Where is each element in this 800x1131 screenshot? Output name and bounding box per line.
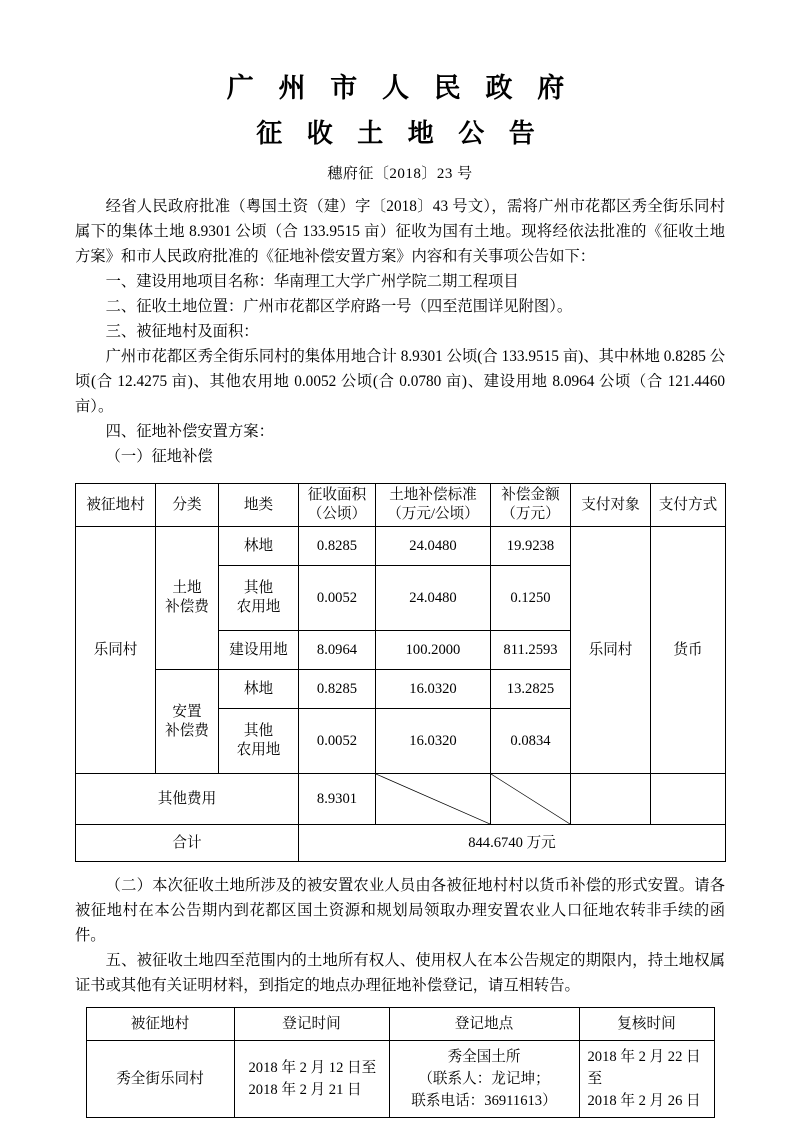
cell-area: 0.0052: [299, 709, 376, 774]
cell-amount: 19.9238: [491, 527, 571, 566]
page-title: 广 州 市 人 民 政 府: [226, 73, 574, 103]
cell-reg-village: 秀全街乐同村: [86, 1041, 234, 1118]
cell-amount: 0.0834: [491, 709, 571, 774]
cell-area: 0.0052: [299, 566, 376, 631]
page-subtitle: 征 收 土 地 公 告: [256, 118, 544, 148]
paragraph-item-5: 五、被征收土地四至范围内的土地所有权人、使用权人在本公告规定的期限内，持土地权属证书或其他有关证明材料，到指定的地点办理征地补偿登记，请互相转告。: [75, 952, 725, 995]
document-content: [75, 0, 725, 1118]
cell-empty-payee: [571, 774, 651, 825]
cell-land-type: 建设用地: [219, 631, 299, 670]
cell-reg-place: 秀全国土所 （联系人：龙记坤； 联系电话：36911613）: [389, 1041, 579, 1118]
cell-land-type: 其他 农用地: [219, 709, 299, 774]
cell-other-fees-area: 8.9301: [299, 774, 376, 825]
table-row-total: [76, 825, 726, 862]
header-category: 分类: [156, 484, 219, 527]
cell-standard: 100.2000: [376, 631, 491, 670]
paragraph-item-3: 三、被征地村及面积：: [105, 323, 259, 341]
header-reg-village: 被征地村: [86, 1008, 234, 1041]
cell-review-time: 2018 年 2 月 22 日至 2018 年 2 月 26 日: [579, 1041, 714, 1118]
table-row-other-fees: [76, 774, 726, 825]
cell-village: 乐同村: [76, 527, 156, 774]
paragraph-item-4: 四、征地补偿安置方案：: [105, 423, 274, 441]
cell-area: 0.8285: [299, 527, 376, 566]
cell-area: 8.0964: [299, 631, 376, 670]
body-section-2: [75, 873, 725, 998]
cell-standard: 16.0320: [376, 709, 491, 774]
header-review-time: 复核时间: [579, 1008, 714, 1041]
paragraph-item-2: 二、征收土地位置：广州市花都区学府路一号（四至范围详见附图）。: [105, 298, 573, 316]
header-land-type: 地类: [219, 484, 299, 527]
cell-method: 货币: [651, 527, 726, 774]
header-amount: 补偿金额 （万元）: [491, 484, 571, 527]
registration-data-row: [86, 1041, 714, 1118]
paragraph-item-4-a: （一）征地补偿: [105, 448, 213, 466]
cell-amount: 0.1250: [491, 566, 571, 631]
registration-header-row: [86, 1008, 714, 1041]
cell-payee: 乐同村: [571, 527, 651, 774]
header-method: 支付方式: [651, 484, 726, 527]
cell-land-type: 其他 农用地: [219, 566, 299, 631]
header-reg-time: 登记时间: [234, 1008, 389, 1041]
cell-standard: 24.0480: [376, 566, 491, 631]
compensation-table-wrapper: [75, 483, 725, 862]
document-number: 穗府征〔2018〕23 号: [327, 166, 473, 183]
cell-empty-method: [651, 774, 726, 825]
header-standard: 土地补偿标准 （万元/公顷）: [376, 484, 491, 527]
cell-category-land: 土地 补偿费: [156, 527, 219, 670]
cell-amount: 13.2825: [491, 670, 571, 709]
registration-table-wrapper: [75, 1007, 725, 1118]
header-payee: 支付对象: [571, 484, 651, 527]
cell-total-value: 844.6740 万元: [299, 825, 726, 862]
cell-amount: 811.2593: [491, 631, 571, 670]
cell-reg-time: 2018 年 2 月 12 日至 2018 年 2 月 21 日: [234, 1041, 389, 1118]
cell-empty-slashed: [491, 774, 571, 825]
cell-standard: 24.0480: [376, 527, 491, 566]
cell-land-type: 林地: [219, 670, 299, 709]
header-village: 被征地村: [76, 484, 156, 527]
paragraph-item-4-b: （二）本次征收土地所涉及的被安置农业人员由各被征地村村以货币补偿的形式安置。请各被征地村在本公告期内到花都区国土资源和规划局领取办理安置农业人口征地农转非手续的函件。: [75, 877, 725, 945]
header-area: 征收面积 （公顷）: [299, 484, 376, 527]
compensation-table: [75, 483, 726, 862]
table-row: [76, 527, 726, 566]
cell-other-fees-label: 其他费用: [76, 774, 299, 825]
cell-land-type: 林地: [219, 527, 299, 566]
body-section: [75, 194, 725, 469]
paragraph-intro: 经省人民政府批准（粤国土资（建）字〔2018〕43 号文），需将广州市花都区秀全街乐同村属下的集体土地 8.9301 公顷（合 133.9515 亩）征收为国有土地。现将经依法批准的《征收土地方案》和市人民政府批准的《征地补偿安置方案》内容和有关事项公告如下：: [75, 198, 725, 266]
cell-empty-slashed: [376, 774, 491, 825]
paragraph-item-1: 一、建设用地项目名称：华南理工大学广州学院二期工程项目: [105, 273, 519, 291]
cell-standard: 16.0320: [376, 670, 491, 709]
cell-area: 0.8285: [299, 670, 376, 709]
paragraph-item-3-detail: 广州市花都区秀全街乐同村的集体用地合计 8.9301 公顷(合 133.9515 亩)、其中林地 0.8285 公顷(合 12.4275 亩)、其他农用地 0.0052 公顷(合 0.0780 亩)、建设用地 8.0964 公顷（合 121.4460 亩）。: [75, 348, 725, 416]
cell-category-resettlement: 安置 补偿费: [156, 670, 219, 774]
registration-table: [86, 1007, 715, 1118]
cell-total-label: 合计: [76, 825, 299, 862]
header-reg-place: 登记地点: [389, 1008, 579, 1041]
table-header-row: [76, 484, 726, 527]
